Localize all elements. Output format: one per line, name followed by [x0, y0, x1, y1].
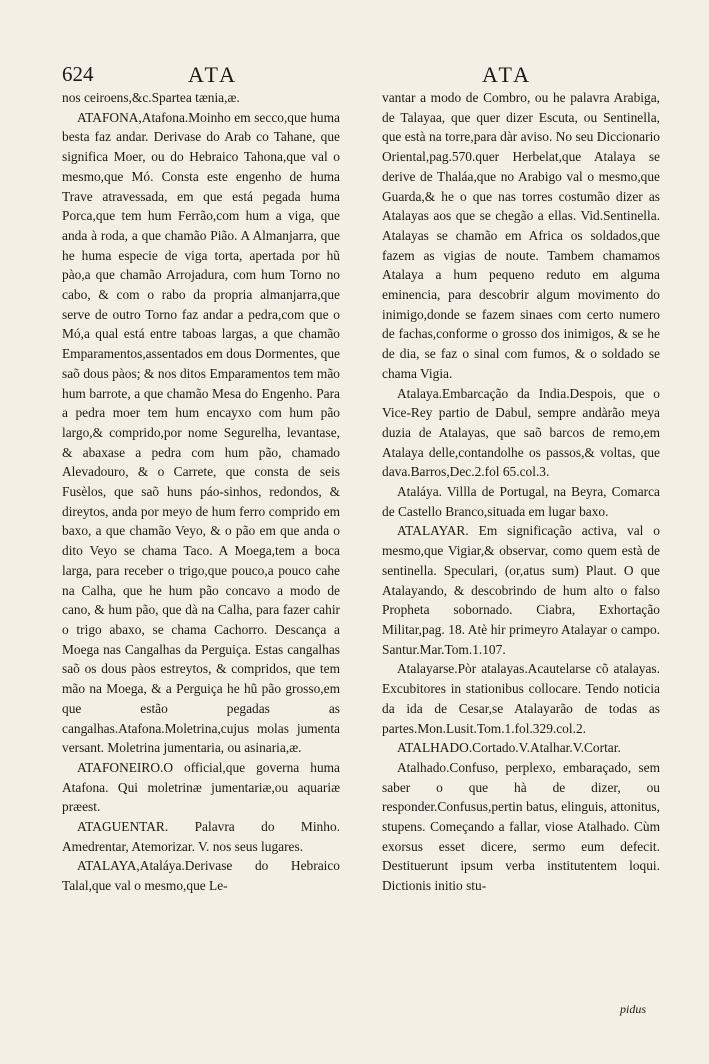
entry-ataguentar: ATAGUENTAR. Palavra do Minho. Amedrentar, Atemorizar. V. nos seus lugares.: [62, 819, 340, 854]
entry-atalayarse: Atalayarse.Pòr atalayas.Acautelarse cõ atalayas. Excubitores in stationibus collocare. Tendo noticia da ida de Cesar,se Atalayarão de todas as partes.Mon.Lusit.Tom.1.fol.329.col.2.: [382, 661, 660, 736]
left-column: [62, 88, 340, 896]
entry-atalaya: ATALAYA,Ataláya.Derivase do Hebraico Talal,que val o mesmo,que Le-: [62, 858, 340, 894]
running-head-left: ATA: [188, 62, 239, 87]
right-column: [382, 88, 660, 896]
entry-atalhado: ATALHADO.Cortado.V.Atalhar.V.Cortar.: [397, 740, 621, 756]
entry-atalayar: ATALAYAR. Em significação activa, val o mesmo,que Vigiar,& observar, como quem està de sentinella. Speculari, (or,atus sum) Plaut. O que Atalayando, & descobrindo de hum alto o falso Propheta sobornado. Ciabra, Exhortação Militar,pag. 18. Atè hir primeyro Atalayar o campo. Santur.Mar.Tom.1.107.: [382, 523, 660, 657]
entry-continuation: nos ceiroens,&c.Spartea tænia,æ.: [62, 90, 240, 105]
entry-atalhado-confuso: Atalhado.Confuso, perplexo, embaraçado, sem saber o que hà de dizer, ou responder.Confusus,pertin batus, elinguis, attonitus, stupens. Começando a fallar, viose Atalhado. Cùm exorsus esset dicere, sermo eum defecit. Destituerunt ipsum verba institutentem loqui. Dictionis initio stu-: [382, 759, 660, 894]
running-head-right: ATA: [482, 62, 533, 87]
entry-atafona: ATAFONA,Atafona.Moinho em secco,que huma besta faz andar. Derivase do Arab co Tahane, que significa Moer, ou do Hebraico Tahona,que val o mesmo,que Mó. Consta este engenho de huma Trave atravessada, em que está pegada huma Porca,que tem hum Ferrão,com hum a viga, que anda à roda, a que chamão Pião. A Almanjarra, que he huma especie de viga torta, apertada por hũ pào,a que chamão Arrojadura, com hum Torno no cabo, & com o rabo da propria almanjarra,que serve de outro Torno faz andar a pedra,com que o Mó,a qual está entre taboas largas, a que chamão Emparamentos,assentados em dous Dormentes, que saõ dous pàos; & nos ditos Emparamentos tem mão hum barrote, a que chamão Mesa do Engenho. Para a pedra moer tem hum encayxo com hum pão largo,& comprido,por nome Segurelha, levantase, & abaxase a pedra com hum pão, chamado Alevadouro, & o Carrete, que consta de seis Fusèlos, que saõ huns páo-sinhos, redondos, & direytos, anda por meyo de hum ferro comprido em baxo, a que chamão Veyo, & o pão em que anda o dito Veyo se chama Taco. A Moega,tem a boca larga, para receber o trigo,que pouco,a pouco cahe na Calha, que he hum pão concavo a modo de cano, & hum pão, que dà na Calha, para fazer cahir o trigo abaxo, se chama Cachorro. Descança a Moega nas Cangalhas da Perguiça. Estas cangalhas saõ os dous pàos estreytos, & compridos, que tem mão na Moega, & a Perguiça he hũ pão grosso,em que estão pegadas as cangalhas.Atafona.Moletrina,cujus molas jumenta versant. Moletrina jumentaria, ou asinaria,æ.: [62, 109, 340, 756]
entry-atalaya-embarcacao: Atalaya.Embarcação da India.Despois, que o Vice-Rey partio de Dabul, sempre andàrão meya duzia de Atalayas, que saõ barcos de remo,em Atalaya delle,contandolhe os passos,& voltas, que dava.Barros,Dec.2.fol 65.col.3.: [382, 385, 660, 480]
entry-atalaya-villa: Ataláya. Villla de Portugal, na Beyra, Comarca de Castello Branco,situada em lugar baxo.: [382, 484, 660, 519]
page-number: 624: [62, 62, 94, 86]
catchword: pidus: [620, 1002, 647, 1016]
entry-atalaya-continued: vantar a modo de Combro, ou he palavra Arabiga, de Talayaa, que quer dizer Escuta, ou Sentinella, que està na torre,para dàr aviso. No seu Diccionario Oriental,pag.570.quer Herbelat,que Atalaya se derive de Thaláa,que no Arabigo val o mesmo,que Guarda,& he o que nas torres costumão dizer as Atalayas aos que se chegão a ellas. Vid.Sentinella. Atalayas se chamão em Africa os soldados,que fazem as vigias de noute. Tambem chamamos Atalaya a hum pequeno reduto em alguma eminencia, para descobrir algum movimento do inimigo,donde se fazem sinaes com certo numero de fachas,conforme o grosso dos inimigos, & se he de dia, se faz o sinal com fumos, & o soldado se chama Vigia.: [382, 90, 660, 381]
entry-atafoneiro: ATAFONEIRO.O official,que governa huma Atafona. Qui moletrinæ jumentariæ,ou aquariæ præest.: [62, 759, 340, 815]
